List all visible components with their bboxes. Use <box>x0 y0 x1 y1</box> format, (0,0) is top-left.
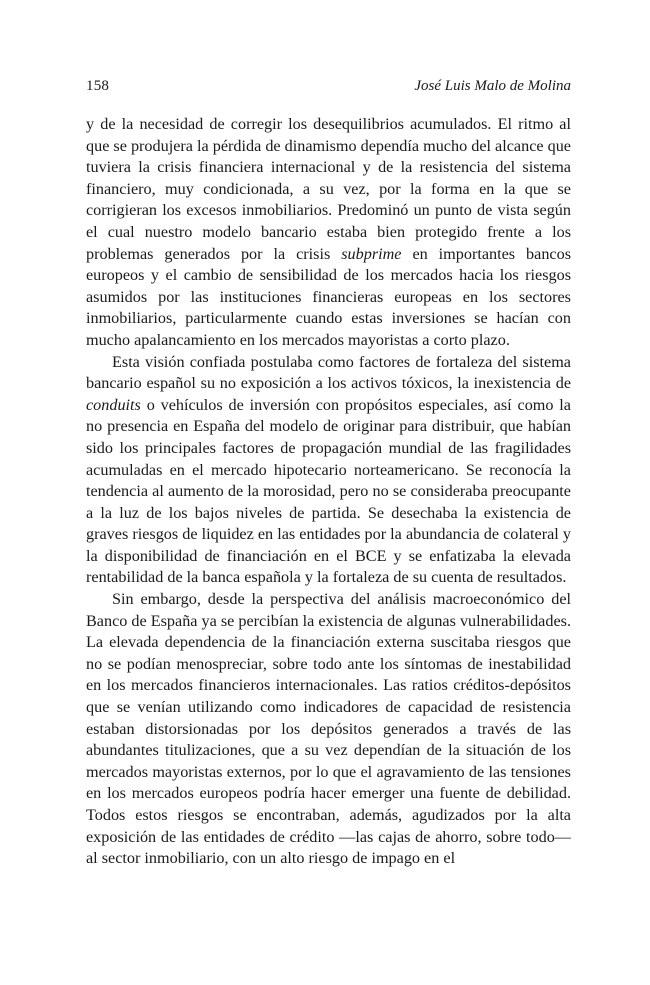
body-text <box>86 114 571 870</box>
running-head-author: José Luis Malo de Molina <box>414 78 571 94</box>
paragraph-text: y de la necesidad de corregir los desequilibrios acumulados. El ritmo al que se produjera la pérdida de dinamismo dependía mucho del alcance que tuviera la crisis financiera internacional y de la resistencia del sistema financiero, muy condicionada, a su vez, por la forma en la que se corrigieran los excesos inmobiliarios. Predominó un punto de vista según el cual nuestro modelo bancario estaba bien protegido frente a los problemas generados por la crisis <box>86 115 571 263</box>
paragraph-text: Esta visión confiada postulaba como factores de fortaleza del sistema bancario español su no exposición a los activos tóxicos, la inexistencia de <box>86 352 571 393</box>
paragraph-text: o vehículos de inversión con propósitos especiales, así como la no presencia en España del modelo de originar para distribuir, que habían sido los principales factores de propagación mundial de las fragilidades acumuladas en el mercado hipotecario norteamericano. Se reconocía la tendencia al aumento de la morosidad, pero no se consideraba preocupante a la luz de los bajos niveles de partida. Se desechaba la existencia de graves riesgos de liquidez en las entidades por la abundancia de colateral y la disponibilidad de financiación en el BCE y se enfatizaba la elevada rentabilidad de la banca española y la fortaleza de su cuenta de resultados. <box>86 395 571 587</box>
page-number: 158 <box>86 78 110 94</box>
paragraph-text: en importantes bancos europeos y el cambio de sensibilidad de los mercados hacia los riesgos asumidos por las instituciones financieras europeas en los sectores inmobiliarios, particularmente cuando estas inversiones se hacían con mucho apalancamiento en los mercados mayoristas a corto plazo. <box>86 244 572 349</box>
book-page <box>86 78 571 870</box>
paragraph <box>86 352 571 590</box>
running-header <box>86 78 571 104</box>
paragraph <box>86 114 571 352</box>
paragraph: Sin embargo, desde la perspectiva del análisis macroeconómico del Banco de España ya se percibían la existencia de algunas vulnerabilidades. La elevada dependencia de la financiación externa suscitaba riesgos que no se podían menospreciar, sobre todo ante los síntomas de inestabilidad en los mercados financieros internacionales. Las ratios créditos-depósitos que se venían utilizando como indicadores de capacidad de resistencia estaban distorsionadas por los depósitos generados a través de las abundantes titulizaciones, que a su vez dependían de la situación de los mercados mayoristas externos, por lo que el agravamiento de las tensiones en los mercados europeos podría hacer emerger una fuente de debilidad. Todos estos riesgos se encontraban, además, agudizados por la alta exposición de las entidades de crédito —las cajas de ahorro, sobre todo— al sector inmobiliario, con un alto riesgo de impago en el <box>86 590 571 868</box>
emphasis-term: subprime <box>341 244 402 263</box>
emphasis-term: conduits <box>86 395 141 414</box>
